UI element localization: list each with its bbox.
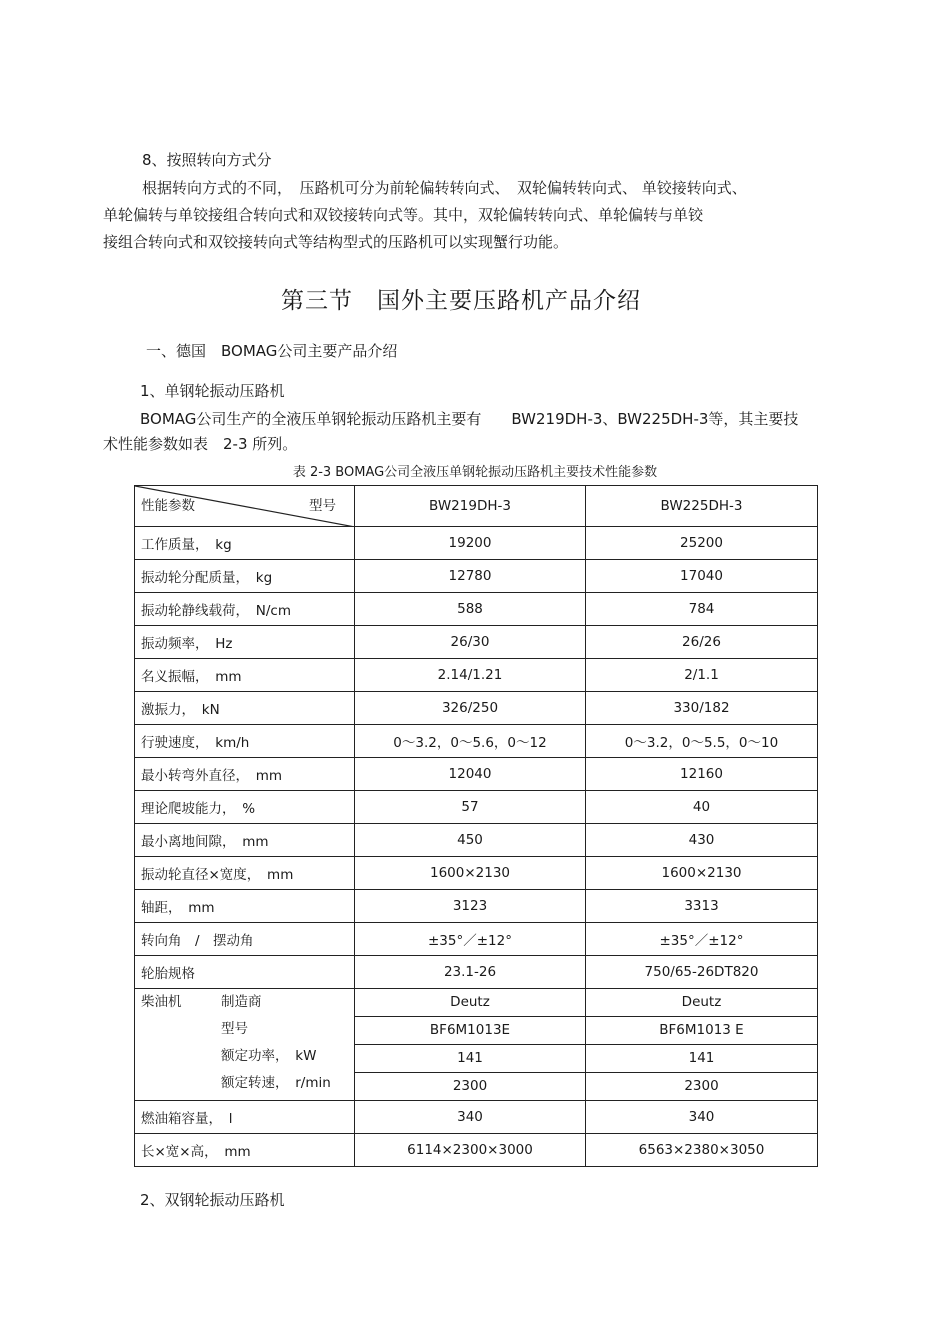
cell-value: 0～3.2，0～5.6，0～12 <box>355 725 586 758</box>
table-row <box>135 1134 818 1167</box>
table-row <box>135 890 818 923</box>
row-label: 振动轮静线载荷， N/cm <box>135 593 355 626</box>
table-caption: 表 2-3 BOMAG公司全液压单钢轮振动压路机主要技术性能参数 <box>292 465 658 480</box>
row-label: 长×宽×高， mm <box>135 1134 355 1167</box>
row-label: 轮胎规格 <box>135 956 355 989</box>
row-label: 行驶速度， km/h <box>135 725 355 758</box>
cell-value: 750/65-26DT820 <box>586 956 818 989</box>
table-row <box>135 626 818 659</box>
cell-value: 1600×2130 <box>586 857 818 890</box>
row-label: 振动轮直径×宽度， mm <box>135 857 355 890</box>
header-param-label: 性能参数 <box>141 498 195 514</box>
table-row <box>135 956 818 989</box>
cell-value: 340 <box>355 1101 586 1134</box>
engine-label-cell <box>135 989 355 1101</box>
cell-value: 12160 <box>586 758 818 791</box>
cell-value: 17040 <box>586 560 818 593</box>
cell-value: 2.14/1.21 <box>355 659 586 692</box>
chapter-title: 第三节 国外主要压路机产品介绍 <box>281 288 641 314</box>
engine-sub-label: 制造商 <box>221 994 262 1010</box>
item-2-heading: 2、双钢轮振动压路机 <box>140 1191 285 1209</box>
table-row <box>135 824 818 857</box>
cell-value: 6563×2380×3050 <box>586 1134 818 1167</box>
table-row <box>135 659 818 692</box>
row-label: 转向角 / 摆动角 <box>135 923 355 956</box>
table-row <box>135 857 818 890</box>
cell-value: 330/182 <box>586 692 818 725</box>
para-1-line-1: BOMAG公司生产的全液压单钢轮振动压路机主要有 BW219DH-3、BW225DH-3等，其主要技 <box>140 410 799 428</box>
cell-value: 326/250 <box>355 692 586 725</box>
cell-value: Deutz <box>586 989 817 1017</box>
cell-value: 588 <box>355 593 586 626</box>
cell-value: Deutz <box>355 989 585 1017</box>
sub-heading-bomag: 一、德国 BOMAG公司主要产品介绍 <box>146 342 398 360</box>
para-1-line-2: 术性能参数如表 2-3 所列。 <box>103 435 298 453</box>
cell-value: ±35°／±12° <box>355 923 586 956</box>
engine-label: 柴油机 <box>141 994 182 1010</box>
cell-value: 57 <box>355 791 586 824</box>
cell-value: 6114×2300×3000 <box>355 1134 586 1167</box>
cell-value: 2300 <box>684 1078 719 1094</box>
cell-value: 26/26 <box>586 626 818 659</box>
cell-value: 40 <box>586 791 818 824</box>
cell-value: 12040 <box>355 758 586 791</box>
cell-value: 19200 <box>355 527 586 560</box>
model-header-2: BW225DH-3 <box>586 486 818 527</box>
row-label: 工作质量， kg <box>135 527 355 560</box>
cell-value: ±35°／±12° <box>586 923 818 956</box>
cell-value: 25200 <box>586 527 818 560</box>
table-row <box>135 593 818 626</box>
cell-value: 23.1-26 <box>355 956 586 989</box>
cell-value: 0～3.2，0～5.5，0～10 <box>586 725 818 758</box>
model-header-1: BW219DH-3 <box>355 486 586 527</box>
cell-value: 784 <box>586 593 818 626</box>
cell-value: 26/30 <box>355 626 586 659</box>
table-row <box>135 1101 818 1134</box>
spec-table <box>134 485 818 1167</box>
table-header-row <box>135 486 818 527</box>
item-1-heading: 1、单钢轮振动压路机 <box>140 382 285 400</box>
cell-value: 12780 <box>355 560 586 593</box>
cell-value: 3123 <box>355 890 586 923</box>
table-row <box>135 791 818 824</box>
section-8-line-3: 接组合转向式和双铰接转向式等结构型式的压路机可以实现蟹行功能。 <box>103 233 569 251</box>
table-row <box>135 527 818 560</box>
row-label: 理论爬坡能力， % <box>135 791 355 824</box>
section-8-heading: 8、按照转向方式分 <box>142 151 272 169</box>
engine-row <box>135 989 818 1101</box>
section-8-line-1: 根据转向方式的不同， 压路机可分为前轮偏转转向式、 双轮偏转转向式、 单铰接转向式、 <box>142 179 747 197</box>
header-model-label: 型号 <box>309 498 336 514</box>
table-row <box>135 692 818 725</box>
cell-value: BF6M1013E <box>355 1017 585 1045</box>
table-row <box>135 725 818 758</box>
cell-value: 141 <box>355 1045 585 1073</box>
header-diagonal-cell <box>135 486 355 527</box>
cell-value: BF6M1013 E <box>586 1017 817 1045</box>
row-label: 振动频率， Hz <box>135 626 355 659</box>
engine-sub-label: 型号 <box>221 1021 248 1037</box>
row-label: 燃油箱容量， l <box>135 1101 355 1134</box>
engine-sub-label: 额定转速， r/min <box>221 1075 331 1091</box>
engine-sub-label: 额定功率， kW <box>221 1048 317 1064</box>
cell-value: 430 <box>586 824 818 857</box>
row-label: 最小离地间隙， mm <box>135 824 355 857</box>
cell-value: 3313 <box>586 890 818 923</box>
row-label: 轴距， mm <box>135 890 355 923</box>
cell-value: 141 <box>586 1045 817 1073</box>
row-label: 激振力， kN <box>135 692 355 725</box>
table-row <box>135 923 818 956</box>
cell-value: 340 <box>586 1101 818 1134</box>
engine-values-col-1 <box>355 989 586 1101</box>
row-label: 振动轮分配质量， kg <box>135 560 355 593</box>
cell-value: 450 <box>355 824 586 857</box>
cell-value: 1600×2130 <box>355 857 586 890</box>
row-label: 最小转弯外直径， mm <box>135 758 355 791</box>
cell-value: 2/1.1 <box>586 659 818 692</box>
cell-value: 2300 <box>452 1078 488 1094</box>
table-row <box>135 758 818 791</box>
table-row <box>135 560 818 593</box>
row-label: 名义振幅， mm <box>135 659 355 692</box>
section-8-line-2: 单轮偏转与单铰接组合转向式和双铰接转向式等。其中，双轮偏转转向式、单轮偏转与单铰 <box>103 206 704 224</box>
engine-values-col-2 <box>586 989 818 1101</box>
